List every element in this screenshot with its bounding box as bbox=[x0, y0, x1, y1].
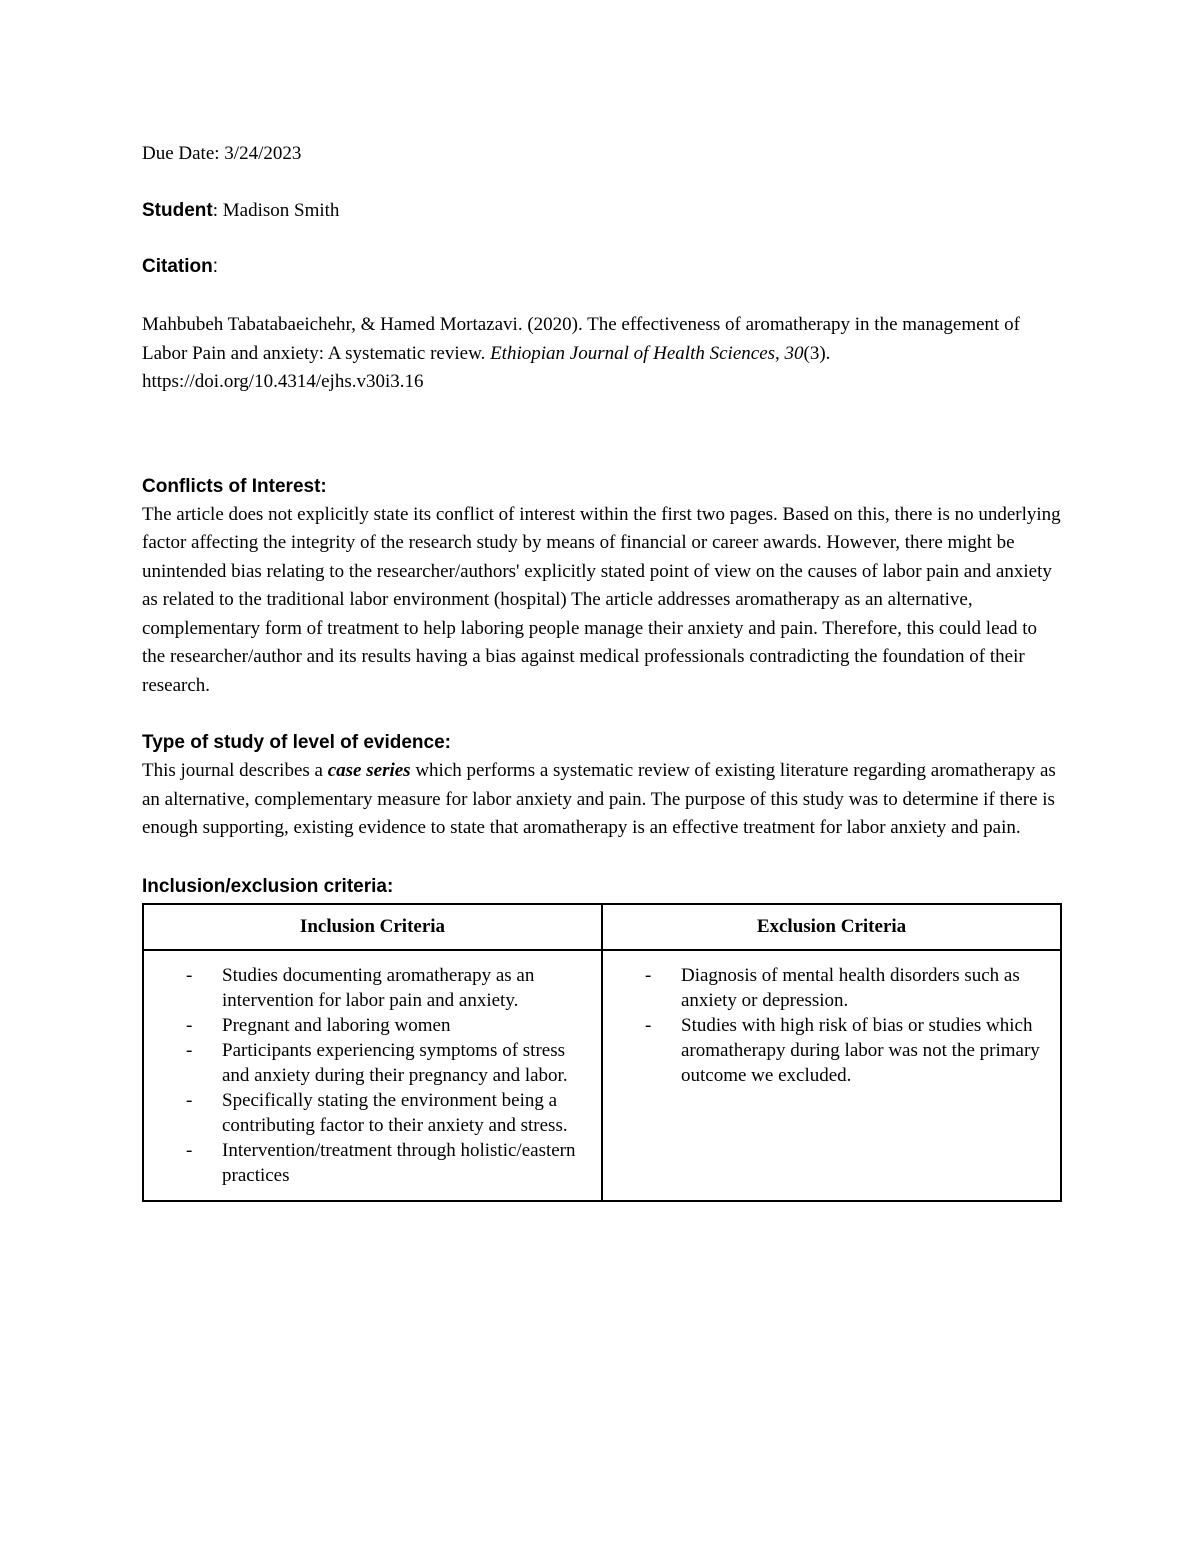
criteria-heading: Inclusion/exclusion criteria: bbox=[142, 875, 394, 897]
exclusion-header: Exclusion Criteria bbox=[602, 904, 1061, 950]
document-page bbox=[142, 140, 1062, 1202]
list-item: - Intervention/treatment through holistic/eastern practices bbox=[186, 1139, 576, 1186]
citation-text-before: Mahbubeh Tabatabaeichehr, & Hamed Mortazavi. (2020). The effectiveness of aromatherapy in the management of Labor Pain and anxiety: A systematic review. bbox=[142, 314, 1020, 364]
criteria-table bbox=[142, 903, 1062, 1202]
citation-text-after: (3). https://doi.org/10.4314/ejhs.v30i3.16 bbox=[142, 342, 831, 392]
study-type-paragraph bbox=[142, 757, 1062, 843]
exclusion-list bbox=[603, 963, 1048, 1088]
list-item: - Studies with high risk of bias or studies which aromatherapy during labor was not the primary outcome we excluded. bbox=[645, 1014, 1040, 1086]
list-item: - Specifically stating the environment being a contributing factor to their anxiety and stress. bbox=[186, 1089, 568, 1136]
citation-label-suffix: : bbox=[212, 256, 218, 277]
inclusion-list bbox=[144, 963, 589, 1188]
bullet-dash: - bbox=[186, 1139, 193, 1161]
study-type-text-after: which performs a systematic review of existing literature regarding aromatherapy as an alternative, complementary measure for labor anxiety and pain. The purpose of this study was to determine if there is enough supporting, existing evidence to state that aromatherapy is an effective treatment for labor anxiety and pain. bbox=[142, 760, 1056, 838]
conflicts-paragraph: The article does not explicitly state its conflict of interest within the first two pages. Based on this, there is no underlying factor affecting the integrity of the research study by means of financial or career awards. However, there might be unintended bias relating to the researcher/authors' explicitly stated point of view on the causes of labor pain and anxiety as related to the traditional labor environment (hospital) The article addresses aromatherapy as an alternative, complementary form of treatment to help laboring people manage their anxiety and pain. Therefore, this could lead to the researcher/author and its results having a bias against medical professionals contradicting the foundation of their research. bbox=[142, 503, 1061, 696]
bullet-dash: - bbox=[186, 1014, 193, 1036]
citation-volume: 30 bbox=[784, 342, 804, 364]
citation-journal: Ethiopian Journal of Health Sciences bbox=[490, 342, 776, 364]
bullet-dash: - bbox=[645, 1014, 652, 1036]
exclusion-cell bbox=[602, 950, 1061, 1201]
study-type-text-before: This journal describes a bbox=[142, 760, 328, 781]
student-label: Student bbox=[142, 200, 213, 221]
citation-text-between: , bbox=[775, 342, 785, 364]
citation-reference bbox=[142, 311, 1062, 397]
bullet-dash: - bbox=[645, 964, 652, 986]
bullet-dash: - bbox=[186, 964, 193, 986]
study-type-emphasis: case series bbox=[327, 760, 411, 781]
student-line bbox=[142, 197, 1062, 225]
citation-label-line bbox=[142, 253, 1062, 281]
list-item: - Studies documenting aromatherapy as an intervention for labor pain and anxiety. bbox=[186, 964, 535, 1011]
inclusion-header: Inclusion Criteria bbox=[143, 904, 602, 950]
list-item: - Diagnosis of mental health disorders such as anxiety or depression. bbox=[645, 964, 1020, 1011]
conflicts-heading: Conflicts of Interest: bbox=[142, 475, 327, 497]
inclusion-cell bbox=[143, 950, 602, 1201]
list-item: - Participants experiencing symptoms of stress and anxiety during their pregnancy and labor. bbox=[186, 1039, 568, 1086]
student-name: : Madison Smith bbox=[212, 200, 340, 221]
bullet-dash: - bbox=[186, 1039, 193, 1061]
bullet-dash: - bbox=[186, 1089, 193, 1111]
study-type-heading: Type of study of level of evidence: bbox=[142, 732, 451, 753]
list-item: - Pregnant and laboring women bbox=[186, 1014, 451, 1036]
due-date: Due Date: 3/24/2023 bbox=[142, 143, 302, 164]
citation-label: Citation bbox=[142, 256, 213, 277]
